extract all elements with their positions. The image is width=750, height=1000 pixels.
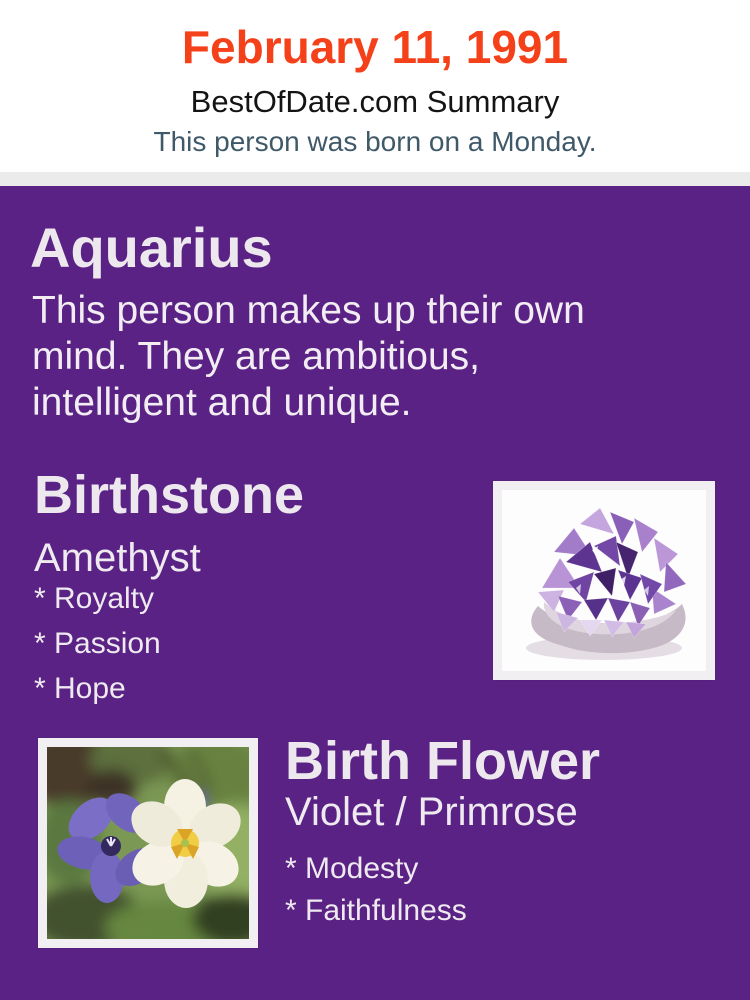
birth-flower-trait: * Modesty <box>285 852 419 885</box>
birthstone-trait: * Royalty <box>34 582 155 615</box>
amethyst-photo-frame <box>493 481 715 680</box>
site-summary-subtitle: BestOfDate.com Summary <box>190 84 560 119</box>
birthstone-traits-list <box>34 584 161 719</box>
date-title: February 11, 1991 <box>181 21 569 73</box>
amethyst-crystal-image <box>502 490 706 671</box>
born-day-note: This person was born on a Monday. <box>153 126 597 157</box>
birthstone-trait: * Passion <box>34 627 161 660</box>
birth-flower-trait: * Faithfulness <box>285 894 467 927</box>
zodiac-description-line: mind. They are ambitious, <box>32 335 480 378</box>
birthstone-trait: * Hope <box>34 672 126 705</box>
divider-bar <box>0 172 750 186</box>
birth-flower-traits-list <box>285 854 467 938</box>
violet-primrose-image <box>47 747 249 939</box>
birthstone-name: Amethyst <box>34 536 201 580</box>
zodiac-description <box>32 288 585 426</box>
birthstone-heading: Birthstone <box>34 465 304 525</box>
zodiac-description-line: This person makes up their own <box>32 289 585 332</box>
birth-flower-name: Violet / Primrose <box>285 790 578 834</box>
zodiac-description-line: intelligent and unique. <box>32 381 412 424</box>
birth-flower-heading: Birth Flower <box>285 731 601 791</box>
flower-photo-frame <box>38 738 258 948</box>
zodiac-heading: Aquarius <box>30 216 273 279</box>
summary-panel <box>0 186 750 1000</box>
